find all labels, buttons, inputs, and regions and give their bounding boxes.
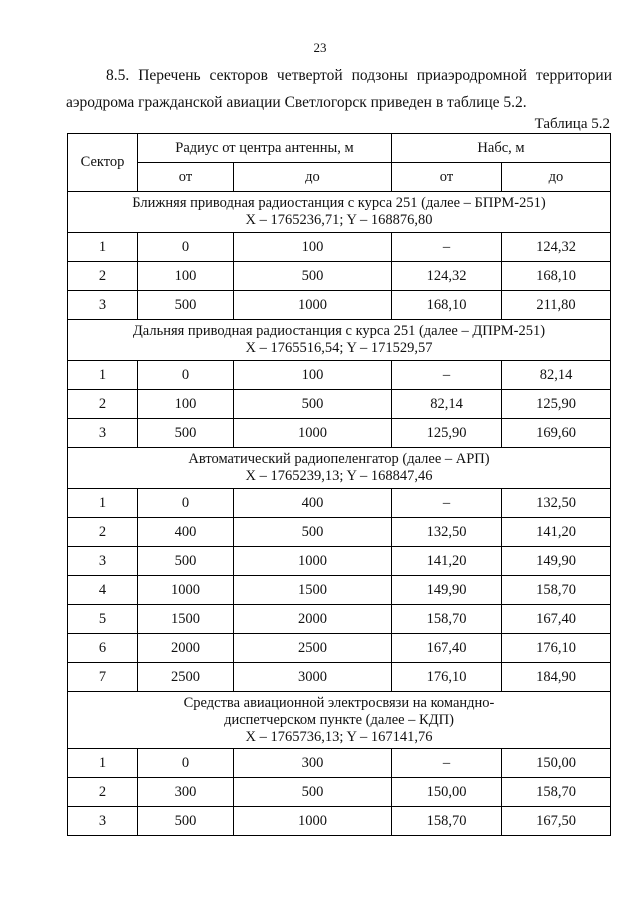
header-radius-from: от [138, 163, 234, 192]
cell-habs-from: 82,14 [392, 390, 502, 419]
section-title [68, 192, 611, 233]
cell-sector: 3 [68, 547, 138, 576]
table-row [68, 233, 611, 262]
cell-radius-to: 1000 [234, 547, 392, 576]
cell-habs-from: 158,70 [392, 605, 502, 634]
cell-habs-from: 168,10 [392, 291, 502, 320]
section-title-line: X – 1765236,71; Y – 168876,80 [245, 212, 433, 228]
cell-radius-to: 2500 [234, 634, 392, 663]
table-row [68, 778, 611, 807]
cell-habs-to: 184,90 [502, 663, 611, 692]
cell-sector: 1 [68, 361, 138, 390]
cell-sector: 3 [68, 419, 138, 448]
cell-habs-from: 176,10 [392, 663, 502, 692]
cell-radius-to: 1500 [234, 576, 392, 605]
cell-habs-from: – [392, 361, 502, 390]
table-row [68, 807, 611, 836]
header-habs-to: до [502, 163, 611, 192]
cell-habs-from: 149,90 [392, 576, 502, 605]
cell-habs-to: 158,70 [502, 778, 611, 807]
cell-radius-to: 1000 [234, 807, 392, 836]
table-row [68, 419, 611, 448]
section-title-line: X – 1765736,13; Y – 167141,76 [245, 728, 433, 745]
table-row [68, 262, 611, 291]
cell-habs-to: 124,32 [502, 233, 611, 262]
cell-habs-to: 169,60 [502, 419, 611, 448]
cell-radius-to: 500 [234, 390, 392, 419]
cell-radius-from: 0 [138, 749, 234, 778]
table-row [68, 634, 611, 663]
cell-sector: 1 [68, 233, 138, 262]
section-title-line: Дальняя приводная радиостанция с курса 251 (далее – ДПРМ-251) [132, 323, 546, 339]
table-row [68, 663, 611, 692]
cell-habs-to: 168,10 [502, 262, 611, 291]
table-row [68, 605, 611, 634]
cell-radius-to: 2000 [234, 605, 392, 634]
cell-radius-to: 500 [234, 518, 392, 547]
cell-radius-from: 500 [138, 419, 234, 448]
cell-sector: 1 [68, 489, 138, 518]
table-row [68, 390, 611, 419]
table-row [68, 749, 611, 778]
cell-sector: 3 [68, 807, 138, 836]
cell-habs-from: – [392, 233, 502, 262]
intro-paragraph: 8.5. Перечень секторов четвертой подзоны приаэродромной территории аэродрома гражданской авиации Светлогорск приведен в таблице 5.2. [66, 67, 612, 111]
cell-sector: 2 [68, 390, 138, 419]
cell-sector: 3 [68, 291, 138, 320]
cell-radius-to: 300 [234, 749, 392, 778]
table-row [68, 518, 611, 547]
table-row [68, 291, 611, 320]
cell-radius-from: 100 [138, 262, 234, 291]
cell-habs-to: 176,10 [502, 634, 611, 663]
header-radius: Радиус от центра антенны, м [138, 134, 392, 163]
header-habs: Набс, м [392, 134, 611, 163]
cell-sector: 2 [68, 262, 138, 291]
cell-radius-from: 1500 [138, 605, 234, 634]
cell-radius-from: 0 [138, 489, 234, 518]
cell-radius-to: 100 [234, 233, 392, 262]
cell-habs-from: – [392, 749, 502, 778]
cell-habs-to: 149,90 [502, 547, 611, 576]
cell-sector: 5 [68, 605, 138, 634]
cell-sector: 2 [68, 778, 138, 807]
cell-sector: 6 [68, 634, 138, 663]
cell-habs-to: 125,90 [502, 390, 611, 419]
header-radius-to: до [234, 163, 392, 192]
section-title-line: Автоматический радиопеленгатор (далее – АРП) [188, 451, 490, 467]
table-body [68, 192, 611, 836]
section-title [68, 320, 611, 361]
cell-radius-from: 500 [138, 807, 234, 836]
cell-habs-to: 211,80 [502, 291, 611, 320]
section-header-row [68, 692, 611, 749]
section-title [68, 448, 611, 489]
header-sector: Сектор [68, 134, 138, 192]
sectors-table [67, 133, 611, 836]
cell-radius-to: 100 [234, 361, 392, 390]
cell-radius-to: 400 [234, 489, 392, 518]
cell-habs-to: 141,20 [502, 518, 611, 547]
cell-radius-from: 300 [138, 778, 234, 807]
cell-habs-from: 167,40 [392, 634, 502, 663]
cell-radius-to: 1000 [234, 291, 392, 320]
cell-radius-from: 2500 [138, 663, 234, 692]
table-row [68, 489, 611, 518]
section-title-line: X – 1765239,13; Y – 168847,46 [245, 468, 433, 484]
cell-radius-from: 1000 [138, 576, 234, 605]
section-title [68, 692, 611, 749]
cell-habs-from: 124,32 [392, 262, 502, 291]
cell-radius-from: 500 [138, 547, 234, 576]
section-header-row [68, 192, 611, 233]
page-number: 23 [313, 40, 327, 55]
cell-radius-from: 2000 [138, 634, 234, 663]
cell-habs-from: 158,70 [392, 807, 502, 836]
cell-habs-to: 132,50 [502, 489, 611, 518]
cell-radius-to: 3000 [234, 663, 392, 692]
cell-habs-to: 158,70 [502, 576, 611, 605]
section-title-line: диспетчерском пункте (далее – КДП) [224, 711, 454, 728]
cell-radius-to: 1000 [234, 419, 392, 448]
cell-habs-to: 167,50 [502, 807, 611, 836]
table-caption: Таблица 5.2 [534, 116, 610, 132]
cell-sector: 1 [68, 749, 138, 778]
cell-habs-to: 167,40 [502, 605, 611, 634]
cell-habs-from: 150,00 [392, 778, 502, 807]
section-title-line: Ближняя приводная радиостанция с курса 251 (далее – БПРМ-251) [132, 195, 546, 211]
section-title-line: X – 1765516,54; Y – 171529,57 [245, 340, 433, 356]
section-title-line: Средства авиационной электросвязи на командно- [183, 694, 495, 711]
cell-radius-from: 100 [138, 390, 234, 419]
section-header-row [68, 320, 611, 361]
cell-sector: 2 [68, 518, 138, 547]
cell-sector: 7 [68, 663, 138, 692]
cell-habs-to: 150,00 [502, 749, 611, 778]
header-habs-from: от [392, 163, 502, 192]
section-header-row [68, 448, 611, 489]
table-row [68, 361, 611, 390]
cell-habs-from: 132,50 [392, 518, 502, 547]
cell-radius-to: 500 [234, 778, 392, 807]
cell-radius-from: 0 [138, 361, 234, 390]
cell-radius-to: 500 [234, 262, 392, 291]
cell-habs-from: 125,90 [392, 419, 502, 448]
table-row [68, 547, 611, 576]
cell-habs-from: 141,20 [392, 547, 502, 576]
cell-habs-to: 82,14 [502, 361, 611, 390]
cell-radius-from: 500 [138, 291, 234, 320]
cell-radius-from: 0 [138, 233, 234, 262]
cell-radius-from: 400 [138, 518, 234, 547]
cell-sector: 4 [68, 576, 138, 605]
cell-habs-from: – [392, 489, 502, 518]
table-row [68, 576, 611, 605]
